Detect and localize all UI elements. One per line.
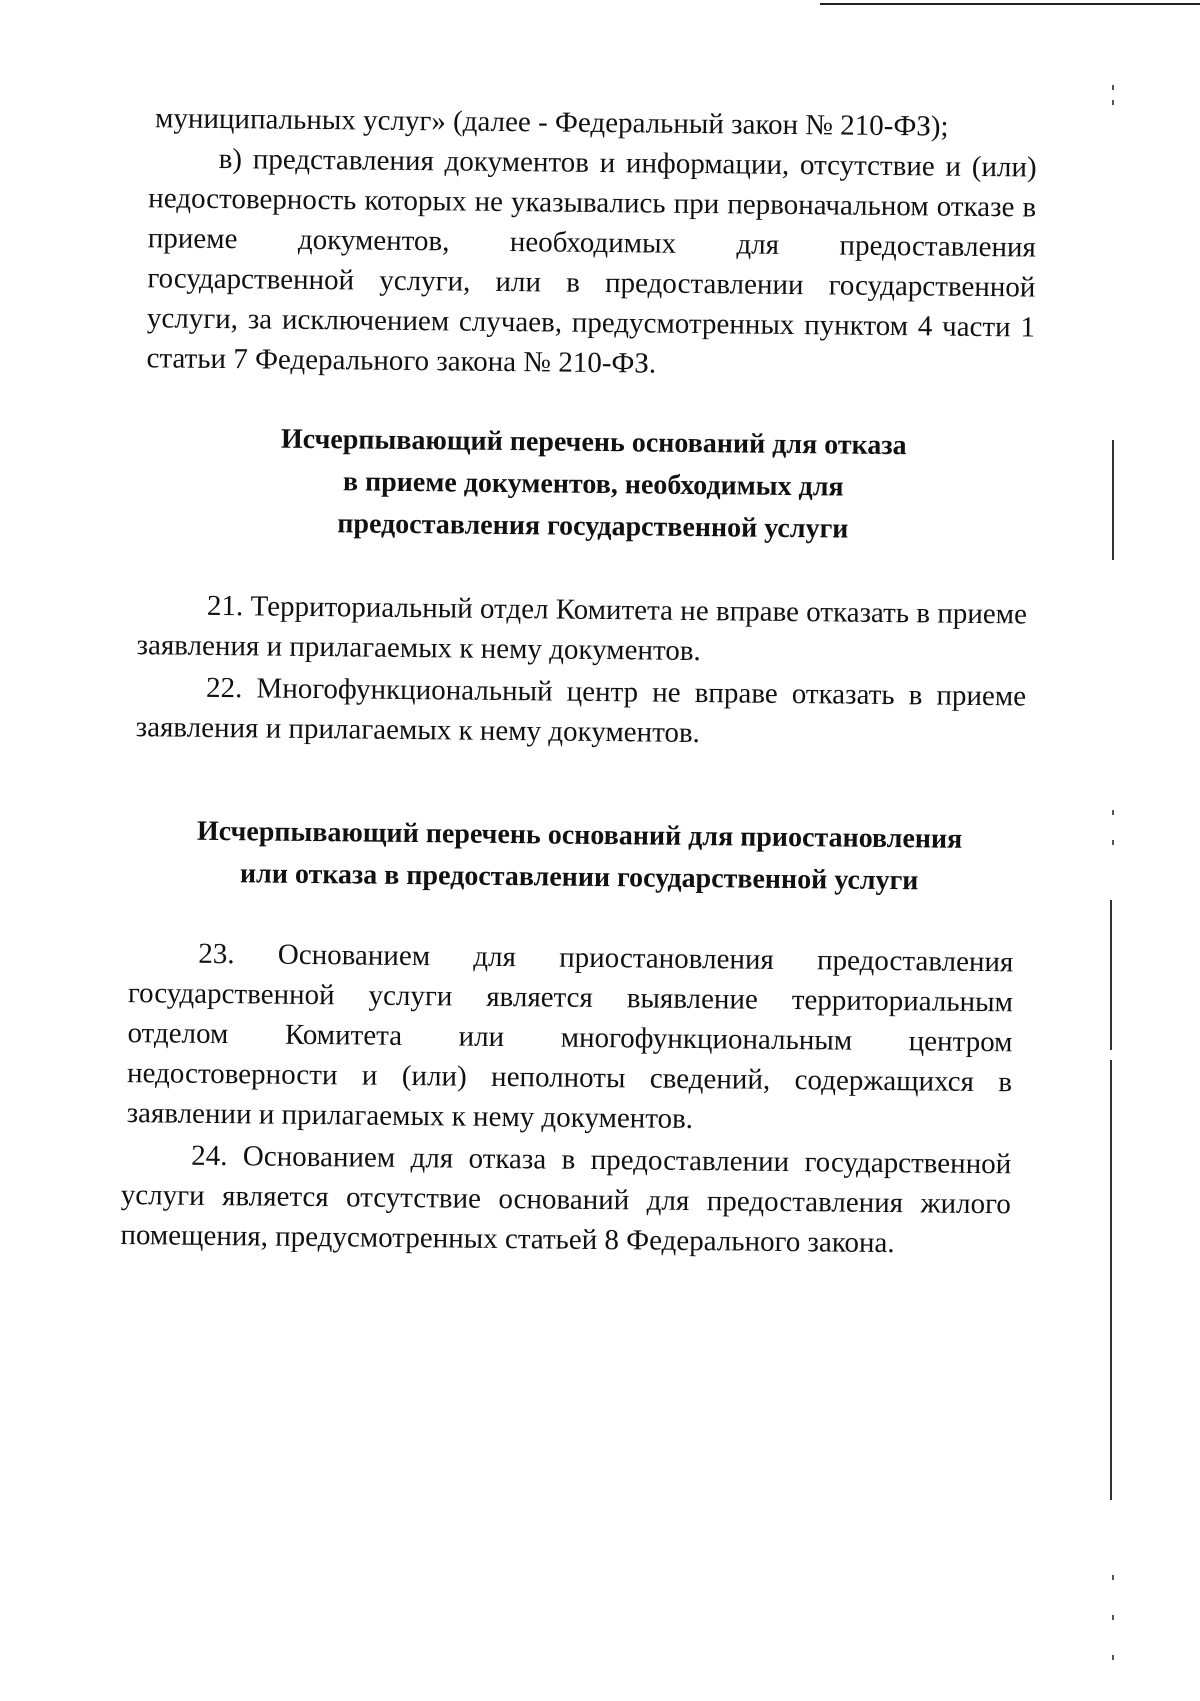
paragraph-22: 22. Многофункциональный центр не вправе отказать в приеме заявления и прилагаемых к нему документов. bbox=[135, 671, 1027, 750]
scan-artifact-dot bbox=[1112, 1615, 1114, 1620]
paragraph-23: 23. Основанием для приостановления предоставления государственной услуги является выявление территориальным отделом Комитета или многофункциональным центром недостоверности и (или) неполноты сведений, содержащихся в заявлении и прилагаемых к нему документов. bbox=[126, 937, 1014, 1135]
heading-line: или отказа в предоставлении государственной услуги bbox=[239, 858, 919, 897]
heading-refusal-documents bbox=[153, 417, 1034, 552]
heading-line: Исчерпывающий перечень оснований для отказа bbox=[280, 423, 907, 462]
scan-artifact-dot bbox=[1112, 810, 1114, 815]
heading-line: предоставления государственной услуги bbox=[337, 508, 849, 545]
scan-artifact-dot bbox=[1112, 1655, 1114, 1660]
paragraph-24: 24. Основанием для отказа в предоставлении государственной услуги является отсутствие оснований для предоставления жилого помещения, предусмотренных статьей 8 Федерального закона. bbox=[120, 1139, 1012, 1260]
scan-artifact-dot bbox=[1112, 840, 1114, 845]
paragraph-v: в) представления документов и информации, отсутствие и (или) недостоверность которых не указывались при первоначальном отказе в приеме документов, необходимых для предоставления государственной услуги, или в предоставлении государственной услуги, за исключением случаев, предусмотренных пунктом 4 части 1 статьи 7 Федерального закона № 210-ФЗ. bbox=[146, 142, 1037, 380]
scan-artifact-dot bbox=[1112, 1575, 1114, 1580]
heading-line: Исчерпывающий перечень оснований для приостановления bbox=[196, 815, 963, 855]
scan-artifact-dot bbox=[1112, 85, 1114, 90]
scan-artifact-edge bbox=[1110, 900, 1112, 1050]
heading-line: в приеме документов, необходимых для bbox=[342, 466, 844, 503]
scan-artifact-edge bbox=[1110, 1060, 1112, 1500]
paragraph-21: 21. Территориальный отдел Комитета не вправе отказать в приеме заявления и прилагаемых к нему документов. bbox=[136, 589, 1028, 668]
scan-artifact-dot bbox=[1112, 100, 1114, 105]
scan-artifact-edge bbox=[1112, 440, 1114, 560]
scan-artifact-top-line-2 bbox=[1150, 3, 1200, 5]
heading-suspension-refusal bbox=[129, 810, 1030, 903]
paragraph-intro: муниципальных услуг» (далее - Федеральный закон № 210-ФЗ); bbox=[154, 102, 949, 143]
